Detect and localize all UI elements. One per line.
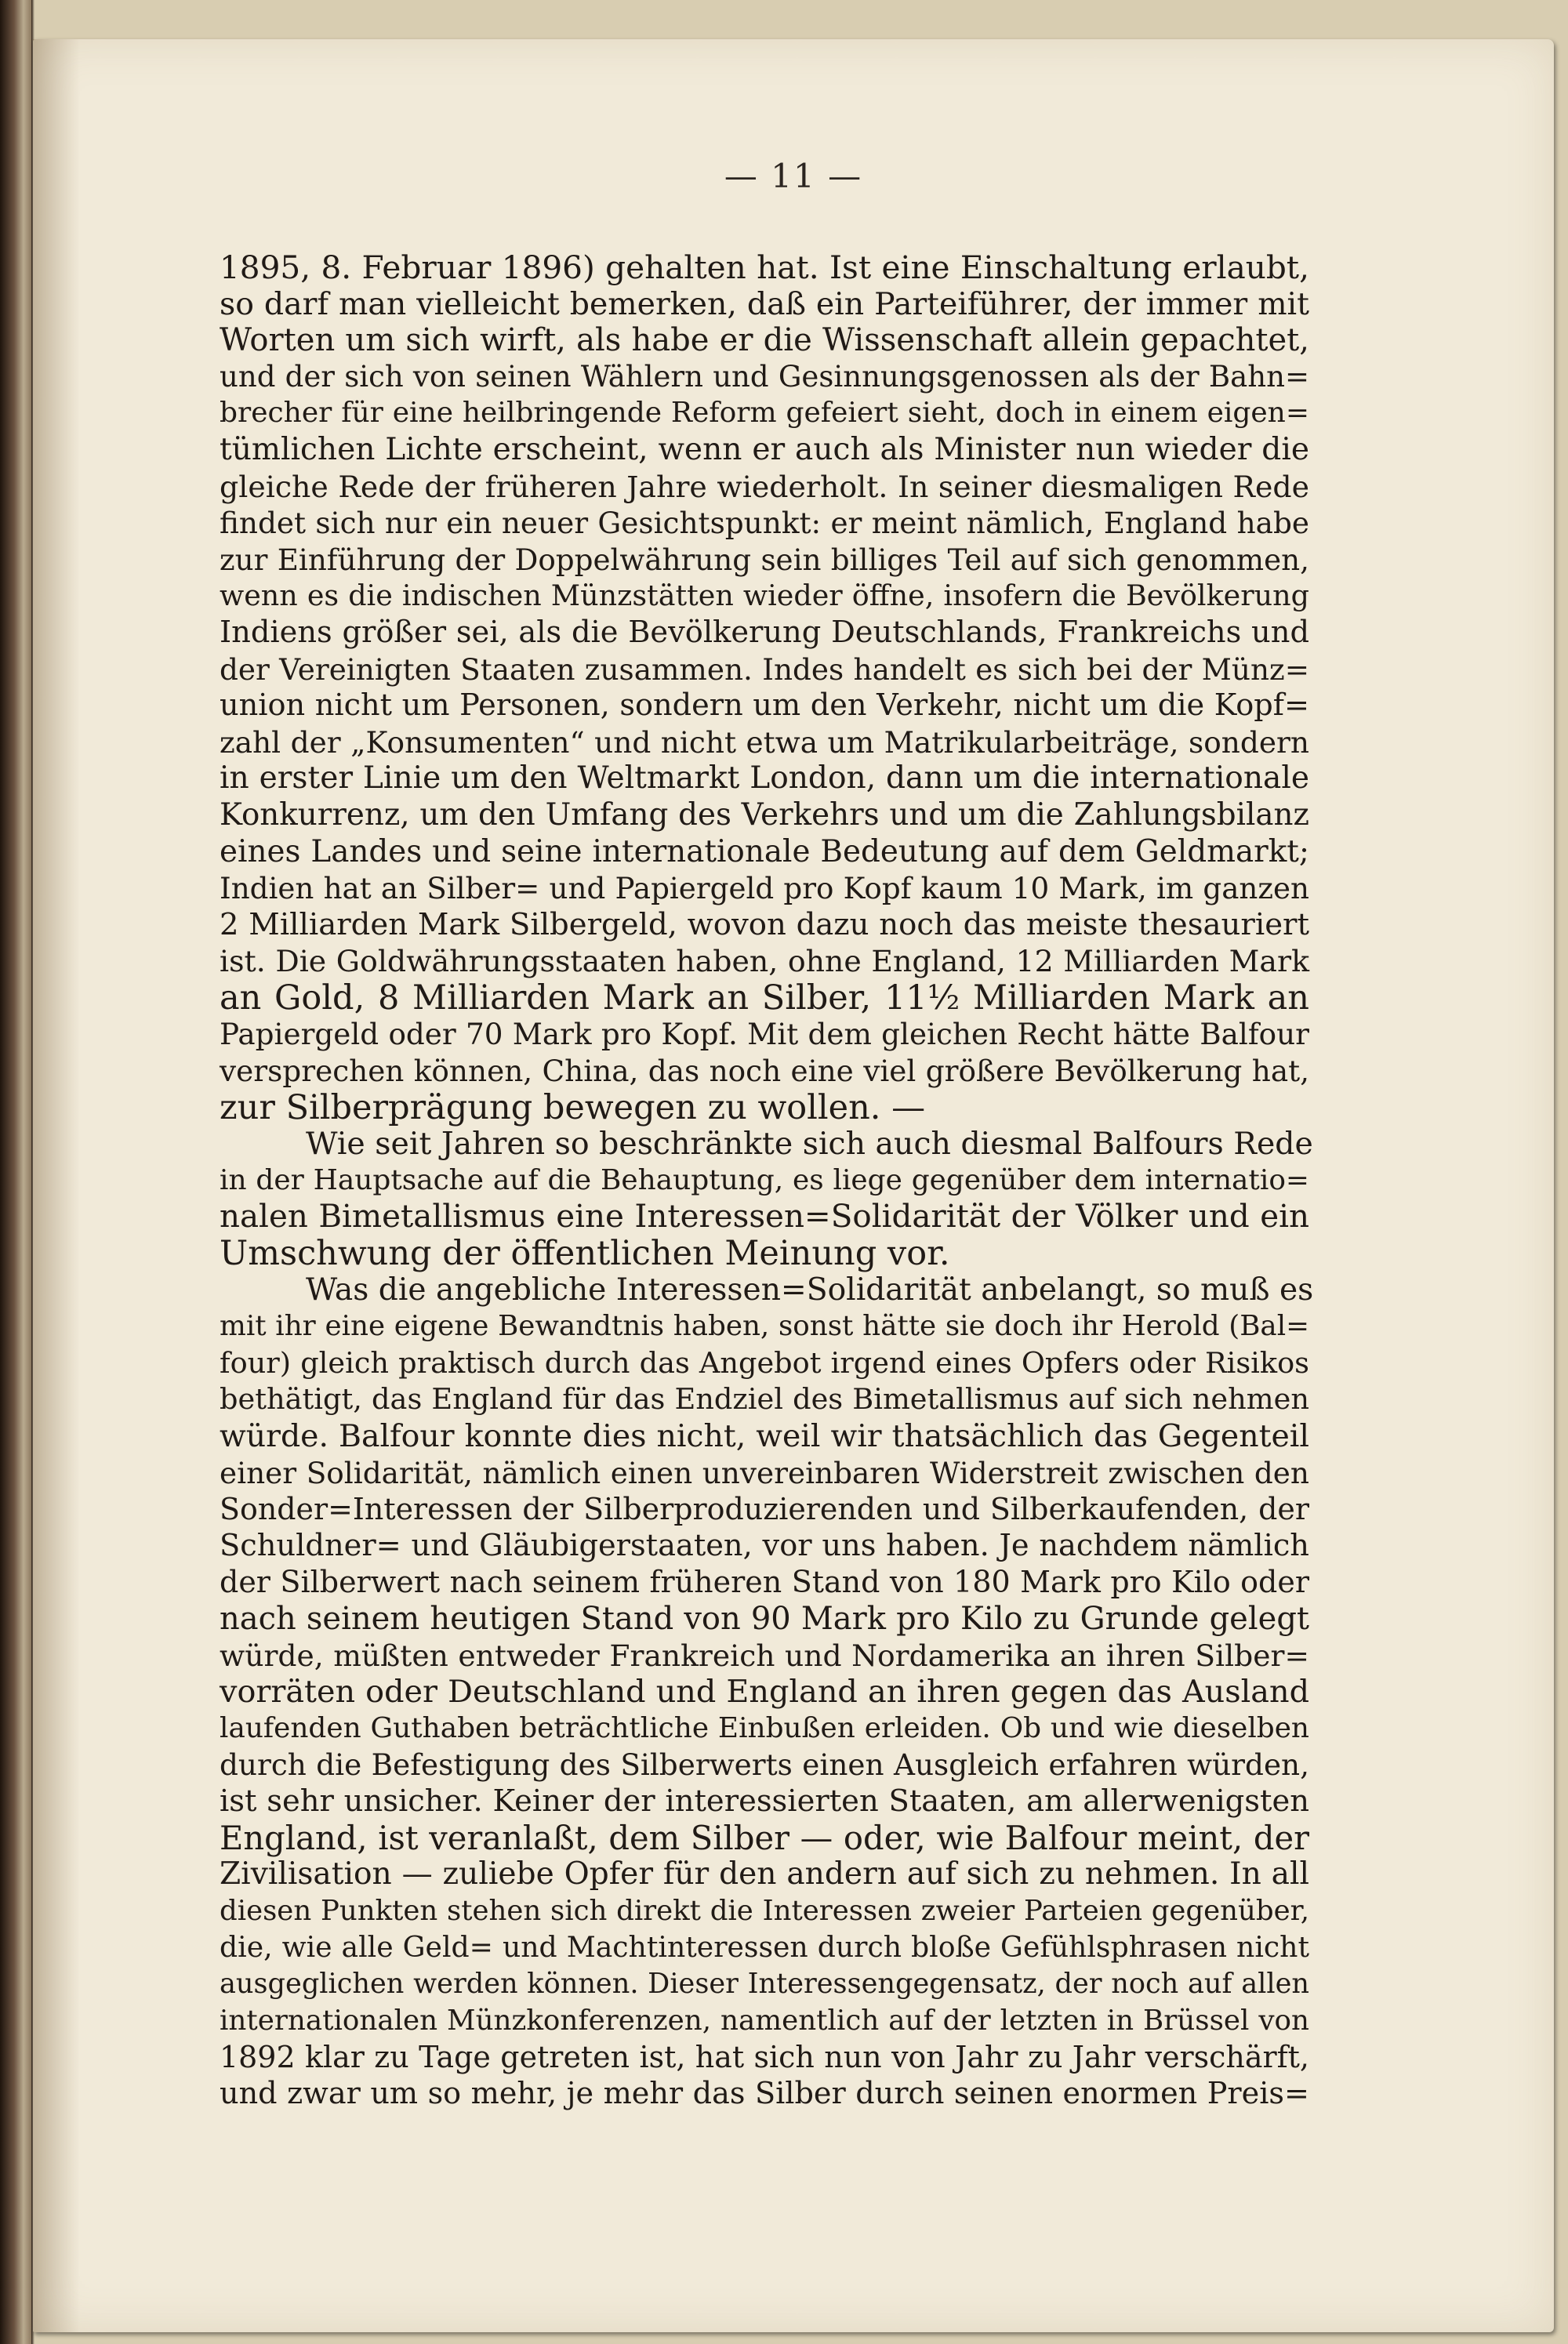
body-text bbox=[220, 249, 1314, 2112]
text-line: 1892 klar zu Tage getreten ist, hat sich nun von Jahr zu Jahr verschärft, bbox=[220, 2040, 1309, 2075]
text-line: ausgeglichen werden können. Dieser Interessengegensatz, der noch auf allen bbox=[220, 1967, 1309, 2000]
text-line: Zivilisation — zuliebe Opfer für den andern auf sich zu nehmen. In all bbox=[220, 1856, 1309, 1892]
page-number: — 11 — bbox=[724, 157, 863, 195]
text-line: diesen Punkten stehen sich direkt die Interessen zweier Parteien gegenüber, bbox=[220, 1894, 1309, 1927]
text-line: nalen Bimetallismus eine Interessen=Solidarität der Völker und ein bbox=[220, 1198, 1309, 1235]
text-line: 2 Milliarden Mark Silbergeld, wovon dazu noch das meiste thesauriert bbox=[220, 906, 1309, 942]
text-line: internationalen Münzkonferenzen, namentlich auf der letzten in Brüssel von bbox=[220, 2004, 1309, 2037]
text-line: union nicht um Personen, sondern um den Verkehr, nicht um die Kopf= bbox=[220, 688, 1309, 724]
text-line: Schuldner= und Gläubigerstaaten, vor uns haben. Je nachdem nämlich bbox=[220, 1527, 1309, 1563]
text-line: einer Solidarität, nämlich einen unvereinbaren Widerstreit zwischen den bbox=[220, 1455, 1309, 1490]
text-line: gleiche Rede der früheren Jahre wiederholt. In seiner diesmaligen Rede bbox=[220, 469, 1309, 504]
text-line: würde, müßten entweder Frankreich und Nordamerika an ihren Silber= bbox=[220, 1638, 1309, 1673]
text-line: würde. Balfour konnte dies nicht, weil wir thatsächlich das Gegenteil bbox=[220, 1418, 1309, 1454]
text-line: Konkurrenz, um den Umfang des Verkehrs und um die Zahlungsbilanz bbox=[220, 796, 1309, 833]
text-line: zur Einführung der Doppelwährung sein billiges Teil auf sich genommen, bbox=[220, 542, 1309, 577]
text-line: findet sich nur ein neuer Gesichtspunkt: er meint nämlich, England habe bbox=[220, 506, 1309, 541]
text-line: four) gleich praktisch durch das Angebot irgend eines Opfers oder Risikos bbox=[220, 1345, 1309, 1380]
text-line: zahl der „Konsumenten“ und nicht etwa um Matrikularbeiträge, sondern bbox=[220, 724, 1309, 760]
text-line: und zwar um so mehr, je mehr das Silber durch seinen enormen Preis= bbox=[220, 2076, 1309, 2111]
text-line: brecher für eine heilbringende Reform gefeiert sieht, doch in einem eigen= bbox=[220, 397, 1309, 430]
text-line: durch die Befestigung des Silberwerts einen Ausgleich erfahren würden, bbox=[220, 1747, 1309, 1783]
text-line: Sonder=Interessen der Silberproduzierenden und Silberkaufenden, der bbox=[220, 1492, 1309, 1527]
text-line: tümlichen Lichte erscheint, wenn er auch als Minister nun wieder die bbox=[220, 431, 1309, 467]
text-line: 1895, 8. Februar 1896) gehalten hat. Ist eine Einschaltung erlaubt, bbox=[220, 249, 1309, 286]
text-line: Worten um sich wirft, als habe er die Wissenschaft allein gepachtet, bbox=[220, 322, 1309, 359]
text-line-paragraph-end: zur Silberprägung bewegen zu wollen. — bbox=[220, 1087, 926, 1127]
text-line: der Silberwert nach seinem früheren Stand von 180 Mark pro Kilo oder bbox=[220, 1565, 1309, 1600]
text-line: ist sehr unsicher. Keiner der interessierten Staaten, am allerwenigsten bbox=[220, 1783, 1309, 1819]
text-line: bethätigt, das England für das Endziel des Bimetallismus auf sich nehmen bbox=[220, 1382, 1309, 1417]
text-line: an Gold, 8 Milliarden Mark an Silber, 11½ Milliarden Mark an bbox=[220, 978, 1309, 1018]
text-line: Indiens größer sei, als die Bevölkerung Deutschlands, Frankreichs und bbox=[220, 614, 1309, 650]
text-line: eines Landes und seine internationale Bedeutung auf dem Geldmarkt; bbox=[220, 833, 1309, 869]
text-line: in der Hauptsache auf die Behauptung, es liege gegenüber dem internatio= bbox=[220, 1163, 1309, 1196]
text-line: nach seinem heutigen Stand von 90 Mark pro Kilo zu Grunde gelegt bbox=[220, 1600, 1309, 1637]
text-line: so darf man vielleicht bemerken, daß ein Parteiführer, der immer mit bbox=[220, 285, 1309, 322]
text-line: und der sich von seinen Wählern und Gesinnungsgenossen als der Bahn= bbox=[220, 359, 1309, 394]
text-line-paragraph-end: Umschwung der öffentlichen Meinung vor. bbox=[220, 1234, 950, 1274]
text-line-paragraph-start: Was die angebliche Interessen=Solidarität anbelangt, so muß es bbox=[306, 1272, 1314, 1308]
text-line: der Vereinigten Staaten zusammen. Indes handelt es sich bei der Münz= bbox=[220, 651, 1309, 687]
facing-page-edge bbox=[0, 0, 31, 2344]
text-line-paragraph-start: Wie seit Jahren so beschränkte sich auch diesmal Balfours Rede bbox=[306, 1126, 1313, 1163]
text-line: versprechen können, China, das noch eine viel größere Bevölkerung hat, bbox=[220, 1054, 1309, 1089]
text-line: vorräten oder Deutschland und England an ihren gegen das Ausland bbox=[220, 1674, 1309, 1711]
text-line: Indien hat an Silber= und Papiergeld pro Kopf kaum 10 Mark, im ganzen bbox=[220, 871, 1309, 906]
text-line: ist. Die Goldwährungsstaaten haben, ohne England, 12 Milliarden Mark bbox=[220, 944, 1309, 979]
text-line: mit ihr eine eigene Bewandtnis haben, sonst hätte sie doch ihr Herold (Bal= bbox=[220, 1310, 1309, 1343]
book-page bbox=[33, 39, 1554, 2332]
text-line: die, wie alle Geld= und Machtinteressen durch bloße Gefühlsphrasen nicht bbox=[220, 1930, 1309, 1965]
text-line: laufenden Guthaben beträchtliche Einbußen erleiden. Ob und wie dieselben bbox=[220, 1711, 1309, 1744]
text-line: in erster Linie um den Weltmarkt London, dann um die internationale bbox=[220, 760, 1309, 796]
text-line: Papiergeld oder 70 Mark pro Kopf. Mit dem gleichen Recht hätte Balfour bbox=[220, 1017, 1309, 1052]
text-line: wenn es die indischen Münzstätten wieder öffne, insofern die Bevölkerung bbox=[220, 579, 1309, 613]
text-line: England, ist veranlaßt, dem Silber — oder, wie Balfour meint, der bbox=[220, 1818, 1309, 1857]
